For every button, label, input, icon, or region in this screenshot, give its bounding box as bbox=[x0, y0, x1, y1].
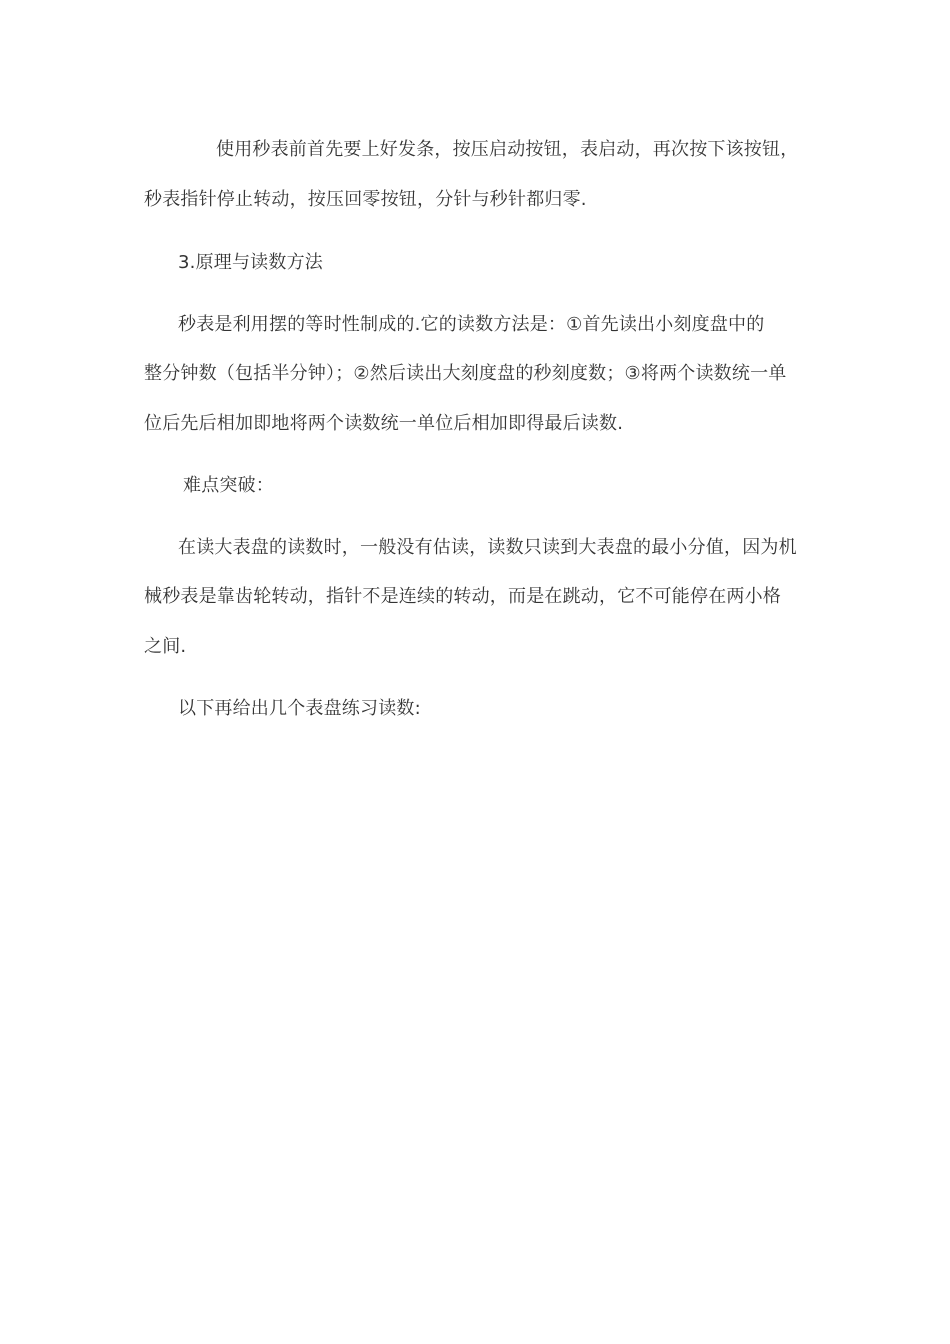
paragraph-intro-line-2: 秒表指针停止转动，按压回零按钮，分针与秒针都归零. bbox=[144, 189, 587, 210]
section-heading-difficulty: 难点突破： bbox=[183, 475, 274, 496]
paragraph-practice: 以下再给出几个表盘练习读数: bbox=[178, 698, 421, 719]
paragraph-principle-line-3: 位后先后相加即地将两个读数统一单位后相加即得最后读数. bbox=[144, 413, 624, 434]
paragraph-principle-line-2: 整分钟数（包括半分钟）；②然后读出大刻度盘的秒刻度数；③将两个读数统一单 bbox=[144, 363, 787, 384]
paragraph-difficulty-line-1: 在读大表盘的读数时，一般没有估读，读数只读到大表盘的最小分值，因为机 bbox=[178, 537, 797, 558]
paragraph-principle-line-1: 秒表是利用摆的等时性制成的.它的读数方法是：①首先读出小刻度盘中的 bbox=[178, 314, 765, 335]
paragraph-difficulty-line-2: 械秒表是靠齿轮转动，指针不是连续的转动，而是在跳动，它不可能停在两小格 bbox=[144, 586, 781, 607]
section-heading-principle: 3.原理与读数方法 bbox=[178, 252, 323, 273]
paragraph-difficulty-line-3: 之间. bbox=[144, 636, 187, 657]
paragraph-intro-line-1: 使用秒表前首先要上好发条，按压启动按钮，表启动，再次按下该按钮， bbox=[216, 139, 799, 160]
